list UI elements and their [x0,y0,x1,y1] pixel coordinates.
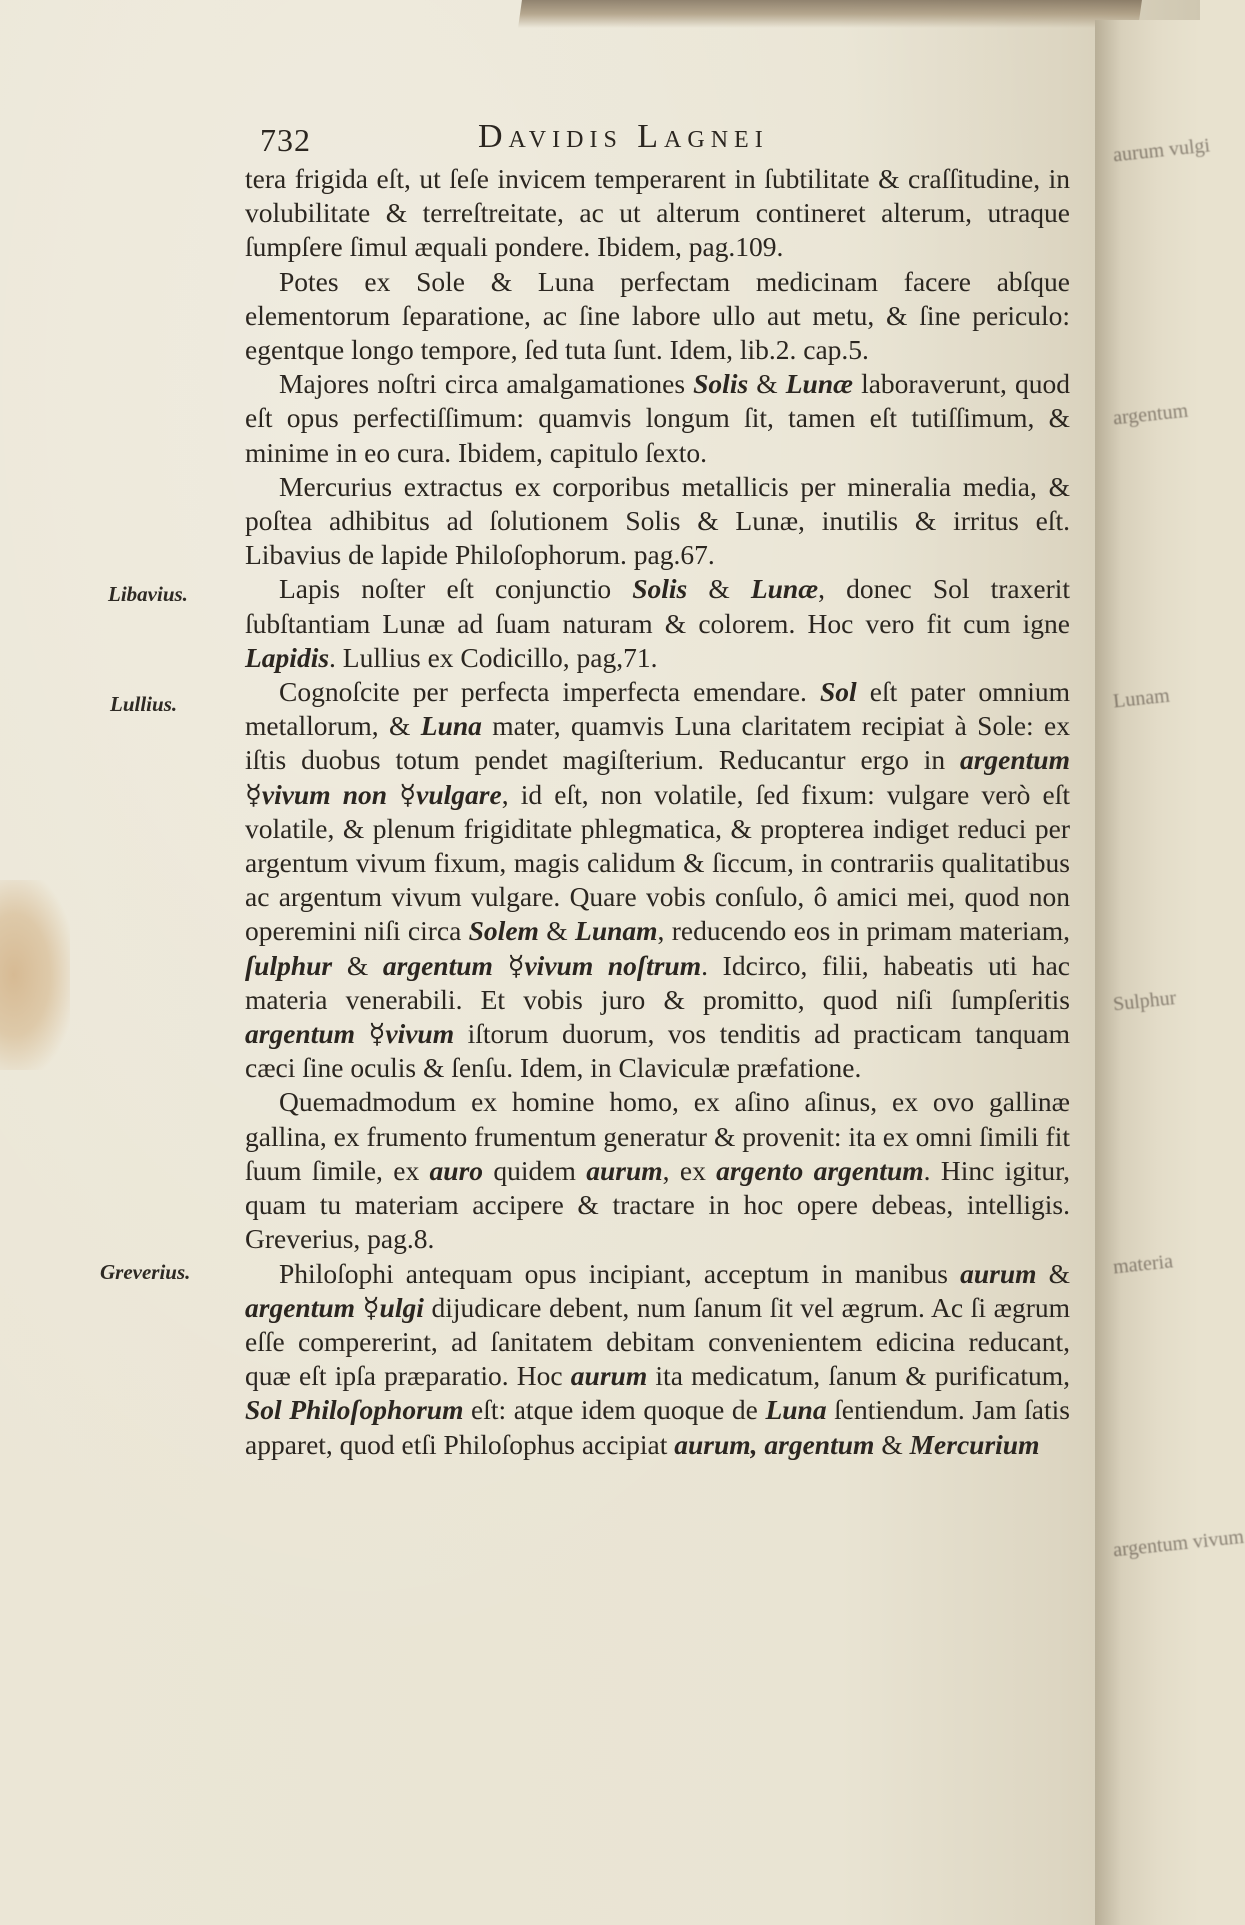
paragraph [245,675,1070,1085]
text-run: & [748,368,786,400]
bleed-through-text: argentum vivum [1112,1525,1245,1562]
italic-term: argentum ☿vivum [245,1018,455,1050]
text-run: ita medicatum, ſanum & purificatum, [647,1360,1070,1392]
italic-term: Solis [693,368,749,400]
italic-term: Solis [632,573,688,605]
italic-term: argentum ☿vivum non ☿vulgare [245,744,1070,810]
paragraph [245,1257,1070,1462]
text-run: Cognoſcite per perfecta imperfecta emendare. [279,676,820,708]
text-run: & [332,949,383,981]
text-run: Potes ex Sole & Luna perfectam medicinam facere abſque elementorum ſeparatione, ac ſine labore ullo aut metu, & ſine periculo: egentque longo tempore, ſed tuta ſunt. Idem, lib.2. cap.5. [245,265,1070,366]
text-run: eſt: atque idem quoque de [463,1394,766,1426]
text-run: & [1036,1257,1070,1289]
text-run: Majores noſtri circa amalgamationes [279,368,694,400]
italic-term: aurum [586,1154,663,1186]
text-run: & [874,1428,910,1460]
italic-term: ſulphur [245,949,333,981]
italic-term: Sol [819,676,857,708]
bleed-through-text: aurum vulgi [1112,134,1212,167]
italic-term: auro [429,1154,484,1186]
text-run: , id eſt, non volatile, ſed fixum: vulgare verò eſt volatile, & plenum frigiditate phlegmatica, & propterea indiget reduci per argentum vivum fixum, magis calidum & ſiccum, in contrariis qualitatibus ac argentum vivum vulgare. Quare vobis conſulo, ô amici mei, quod non operemini niſi circa [245,778,1070,947]
running-header [260,118,1060,160]
paragraph [245,572,1070,675]
text-run: . Hinc igitur, quam tu materiam accipere & tractare in hoc opere debeas, intelligis. Greverius, pag.8. [245,1154,1070,1255]
italic-term: Mercurium [909,1428,1040,1460]
text-run: . Lullius ex Codicillo, pag,71. [329,641,658,673]
page-top-edge [518,0,1142,28]
text-run: dijudicare debent, num ſanum ſit vel ægrum. Ac ſi ægrum eſſe compererint, ad ſanitatem debitam convenientem edicina reducant, quæ eſt ipſa præparatio. Hoc [245,1291,1070,1392]
margin-note-greverius: Greverius. [100,1260,191,1284]
text-run: Quemadmodum ex homine homo, ex aſino aſinus, ex ovo gallinæ gallina, ex frumento frumentum generatur & provenit: ita ex omni ſimili fit ſuum ſimile, ex [245,1086,1070,1186]
text-run: Philoſophi antequam opus incipiant, acceptum in manibus [279,1257,961,1289]
text-run: , ex [662,1154,717,1186]
italic-term: Lapidis [245,641,330,673]
italic-term: argentum ☿vivum noſtrum [382,949,702,981]
text-run: tera frigida eſt, ut ſeſe invicem temperarent in ſubtilitate & craſſitudine, in volubilitate & terreſtreitate, ac ut alterum contineret alterum, utraque ſumpſere ſimul æquali pondere. Ibidem, pag.109. [245,163,1070,263]
italic-term: aurum [570,1360,648,1392]
paper-stain [0,880,70,1070]
italic-term: Luna [420,710,482,742]
paragraph [245,470,1070,573]
paragraph [245,162,1070,265]
paragraph [245,1085,1070,1256]
facing-page-edge [1095,20,1245,1925]
text-run: laboraverunt, quod eſt opus perfectiſſimum: quamvis longum ſit, tamen eſt tutiſſimum, & minime in eo cura. Ibidem, capitulo ſexto. [245,368,1070,468]
text-run: , donec Sol traxerit ſubſtantiam Lunæ ad ſuam naturam & colorem. Hoc vero fit cum igne [245,573,1071,639]
text-run: iſtorum duorum, vos tenditis ad practicam tanquam cæci ſine oculis & ſenſu. Idem, in Claviculæ præfatione. [245,1018,1070,1084]
running-title: Davidis Lagnei [478,118,769,155]
paragraph [245,265,1070,368]
text-run: ſentiendum. Jam ſatis apparet, quod etſi Philoſophus accipiat [245,1394,1070,1460]
italic-term: aurum, argentum [674,1428,875,1460]
italic-term: Lunæ [785,368,853,400]
text-run: & [687,573,751,605]
italic-term: Sol Philoſophorum [245,1394,464,1426]
italic-term: Solem [468,915,539,947]
bleed-through-text: Lunam [1112,684,1171,713]
text-run: . Idcirco, filii, habeatis uti hac materia venerabili. Et vobis juro & promitto, quod niſi ſumpſeritis [245,949,1071,1015]
text-run: , reducendo eos in primam materiam, [657,915,1070,947]
italic-term: argentum ☿ulgi [245,1291,424,1323]
text-run: & [538,915,576,947]
italic-term: argento argentum [716,1154,924,1186]
margin-note-libavius: Libavius. [108,582,188,606]
text-run: eſt pater omnium metallorum, & [245,676,1071,742]
text-run: Lapis noſter eſt conjunctio [279,573,633,605]
bleed-through-text: materia [1112,1250,1174,1279]
paragraph [245,367,1070,470]
text-run: quidem [483,1154,587,1186]
italic-term: Luna [765,1394,827,1426]
italic-term: aurum [960,1257,1037,1289]
bleed-through-text: Sulphur [1112,986,1178,1016]
text-run: mater, quamvis Luna claritatem recipiat à Sole: ex iſtis duobus totum pendet magiſterium. Reducantur ergo in [245,710,1070,776]
bleed-through-text: argentum [1112,399,1190,430]
italic-term: Lunæ [750,573,819,605]
margin-note-lullius: Lullius. [110,692,178,716]
italic-term: Lunam [575,915,658,947]
text-run: Mercurius extractus ex corporibus metallicis per mineralia media, & poſtea adhibitus ad ſolutionem Solis & Lunæ, inutilis & irritus eſt. Libavius de lapide Philoſophorum. pag.67. [245,470,1070,571]
body-text [245,162,1070,1462]
page-number: 732 [260,122,311,158]
